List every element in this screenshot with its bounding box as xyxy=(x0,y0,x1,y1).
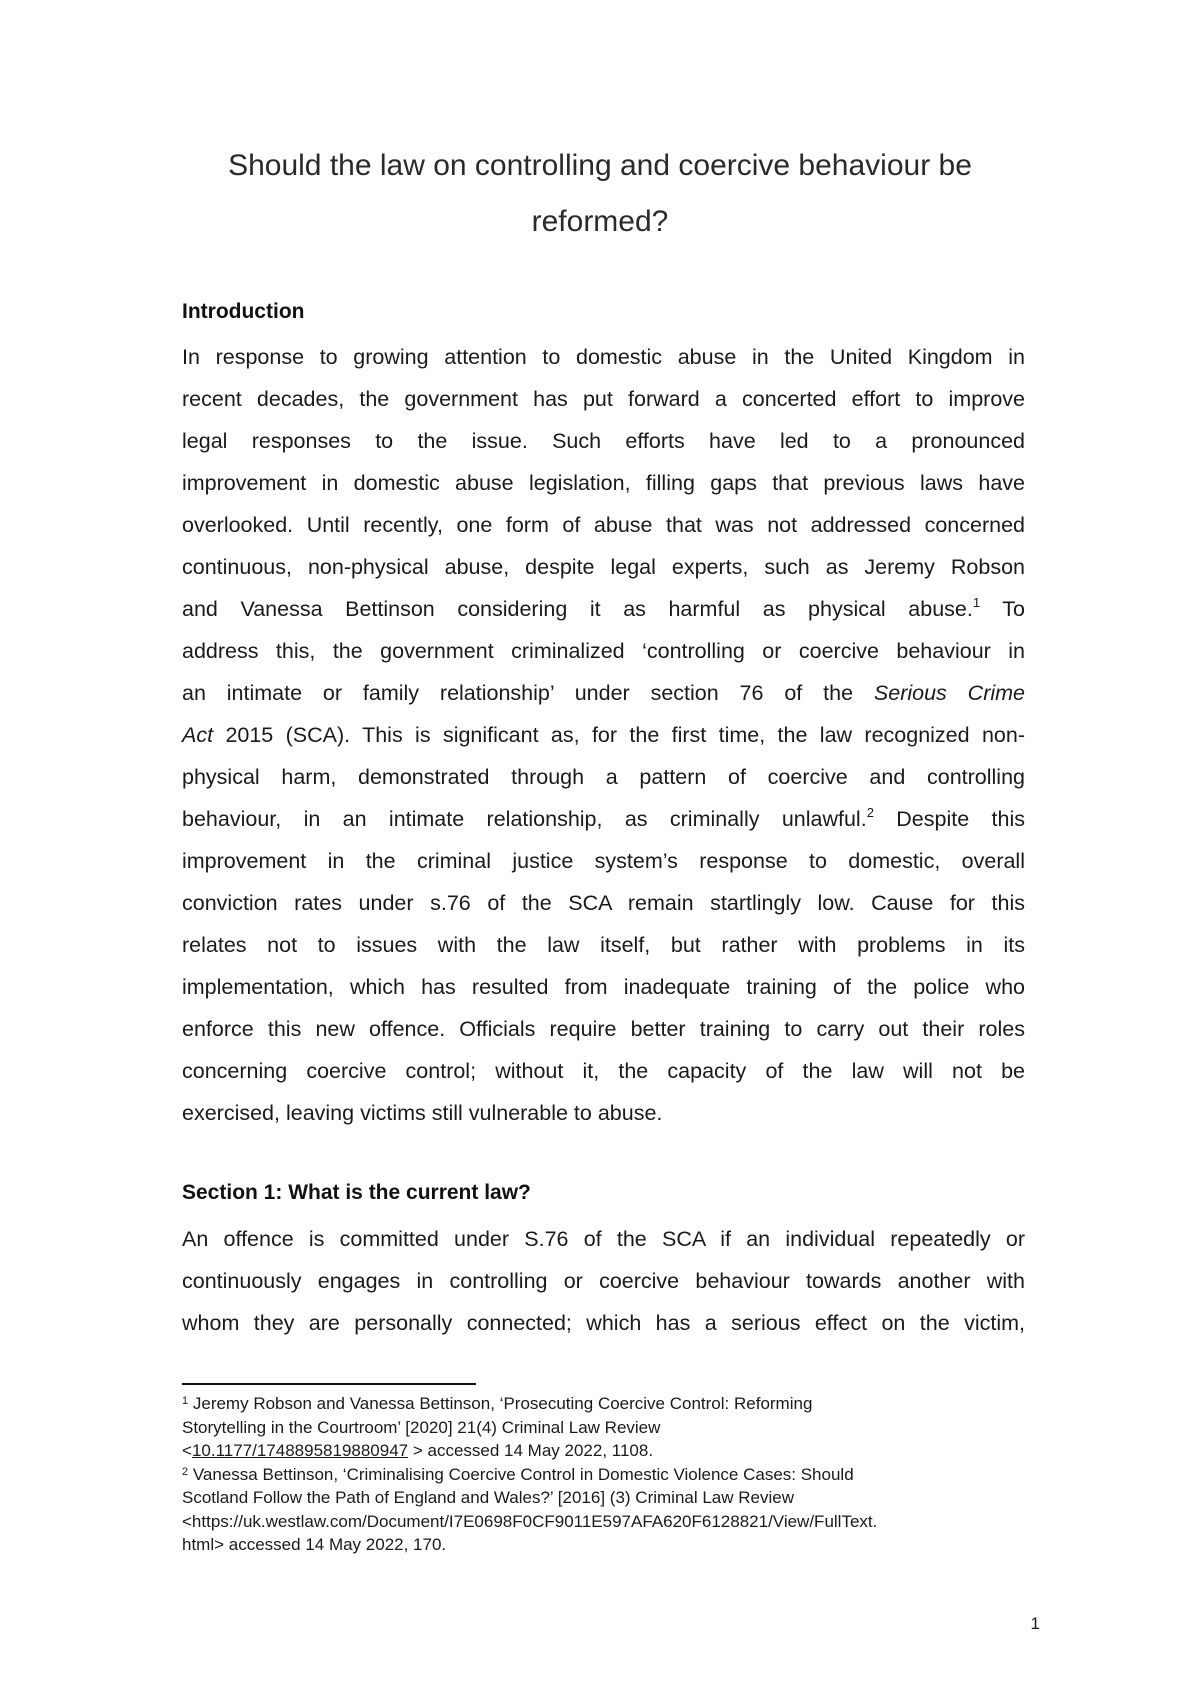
paragraph-line: enforce this new offence. Officials require better training to carry out their roles xyxy=(182,1017,1025,1041)
page-title: Should the law on controlling and coercive behaviour be xyxy=(228,149,972,182)
paragraph-line: An offence is committed under S.76 of the SCA if an individual repeatedly or xyxy=(182,1227,1025,1251)
footnote-2 xyxy=(182,1463,1022,1487)
section-1-heading: Section 1: What is the current law? xyxy=(182,1181,531,1204)
paragraph-line xyxy=(182,588,1025,630)
introduction-heading: Introduction xyxy=(182,300,305,323)
paragraph-line xyxy=(182,672,1025,714)
paragraph-line: address this, the government criminalized ‘controlling or coercive behaviour in xyxy=(182,639,1025,663)
footnote-marker: 1 xyxy=(182,1395,189,1407)
footnote-url-line[interactable]: <https://uk.westlaw.com/Document/I7E0698F0CF9011E597AFA620F6128821/View/FullText. xyxy=(182,1511,878,1531)
introduction-paragraph xyxy=(182,336,1025,1134)
footnote-line: Storytelling in the Courtroom’ [2020] 21(4) Criminal Law Review xyxy=(182,1417,661,1437)
paragraph-text: 2015 (SCA). This is significant as, for the first time, the law recognized non- xyxy=(225,723,1025,747)
footnote-text: > accessed 14 May 2022, 1108. xyxy=(408,1441,654,1460)
footnote-line: Scotland Follow the Path of England and Wales?’ [2016] (3) Criminal Law Review xyxy=(182,1488,794,1507)
page-number: 1 xyxy=(1030,1614,1040,1633)
paragraph-line: conviction rates under s.76 of the SCA remain startlingly low. Cause for this xyxy=(182,891,1025,915)
paragraph-line: implementation, which has resulted from inadequate training of the police who xyxy=(182,975,1025,999)
paragraph-text: To xyxy=(1002,597,1026,621)
paragraph-line: continuous, non-physical abuse, despite legal experts, such as Jeremy Robson xyxy=(182,555,1025,579)
paragraph-line xyxy=(182,798,1025,840)
statute-name: Act xyxy=(182,723,214,747)
paragraph-text: and Vanessa Bettinson considering it as harmful as physical abuse. xyxy=(182,597,973,621)
paragraph-line: legal responses to the issue. Such efforts have led to a pronounced xyxy=(182,429,1025,453)
paragraph-text: an intimate or family relationship’ under section 76 of the xyxy=(182,681,854,705)
paragraph-line: recent decades, the government has put forward a concerted effort to improve xyxy=(182,387,1025,411)
paragraph-text: Despite this xyxy=(896,807,1025,831)
paragraph-line: concerning coercive control; without it, the capacity of the law will not be xyxy=(182,1059,1025,1083)
paragraph-text: behaviour, in an intimate relationship, as criminally unlawful. xyxy=(182,807,867,831)
paragraph-line: physical harm, demonstrated through a pattern of coercive and controlling xyxy=(182,765,1025,789)
paragraph-line: whom they are personally connected; which has a serious effect on the victim, xyxy=(182,1311,1025,1335)
paragraph-line: In response to growing attention to domestic abuse in the United Kingdom in xyxy=(182,345,1025,369)
paragraph-line: relates not to issues with the law itself, but rather with problems in its xyxy=(182,933,1025,957)
paragraph-line: continuously engages in controlling or coercive behaviour towards another with xyxy=(182,1269,1025,1293)
footnote-1 xyxy=(182,1392,1022,1416)
footnote-line: html> accessed 14 May 2022, 170. xyxy=(182,1535,447,1554)
paragraph-line: improvement in the criminal justice system’s response to domestic, overall xyxy=(182,849,1025,873)
paragraph-line xyxy=(182,714,1025,756)
paragraph-line: overlooked. Until recently, one form of abuse that was not addressed concerned xyxy=(182,513,1025,537)
statute-name: Serious Crime xyxy=(873,681,1025,705)
footnote-text: Jeremy Robson and Vanessa Bettinson, ‘Prosecuting Coercive Control: Reforming xyxy=(192,1394,813,1413)
paragraph-line: exercised, leaving victims still vulnerable to abuse. xyxy=(182,1101,663,1125)
footnotes xyxy=(182,1392,1022,1557)
footnote-marker: 2 xyxy=(182,1465,189,1478)
page-title-continued: reformed? xyxy=(531,205,669,238)
footnote-text: < xyxy=(182,1441,192,1460)
footnote-line xyxy=(182,1439,1022,1463)
footnote-separator xyxy=(182,1383,476,1385)
section-1-paragraph xyxy=(182,1218,1025,1344)
footnote-reference-2[interactable]: 2 xyxy=(866,805,874,820)
footnote-reference-1[interactable]: 1 xyxy=(972,595,981,610)
doi-link[interactable]: 10.1177/1748895819880947 xyxy=(191,1441,409,1460)
footnote-text: Vanessa Bettinson, ‘Criminalising Coercive Control in Domestic Violence Cases: Should xyxy=(192,1464,854,1484)
paragraph-line: improvement in domestic abuse legislation, filling gaps that previous laws have xyxy=(182,471,1025,495)
